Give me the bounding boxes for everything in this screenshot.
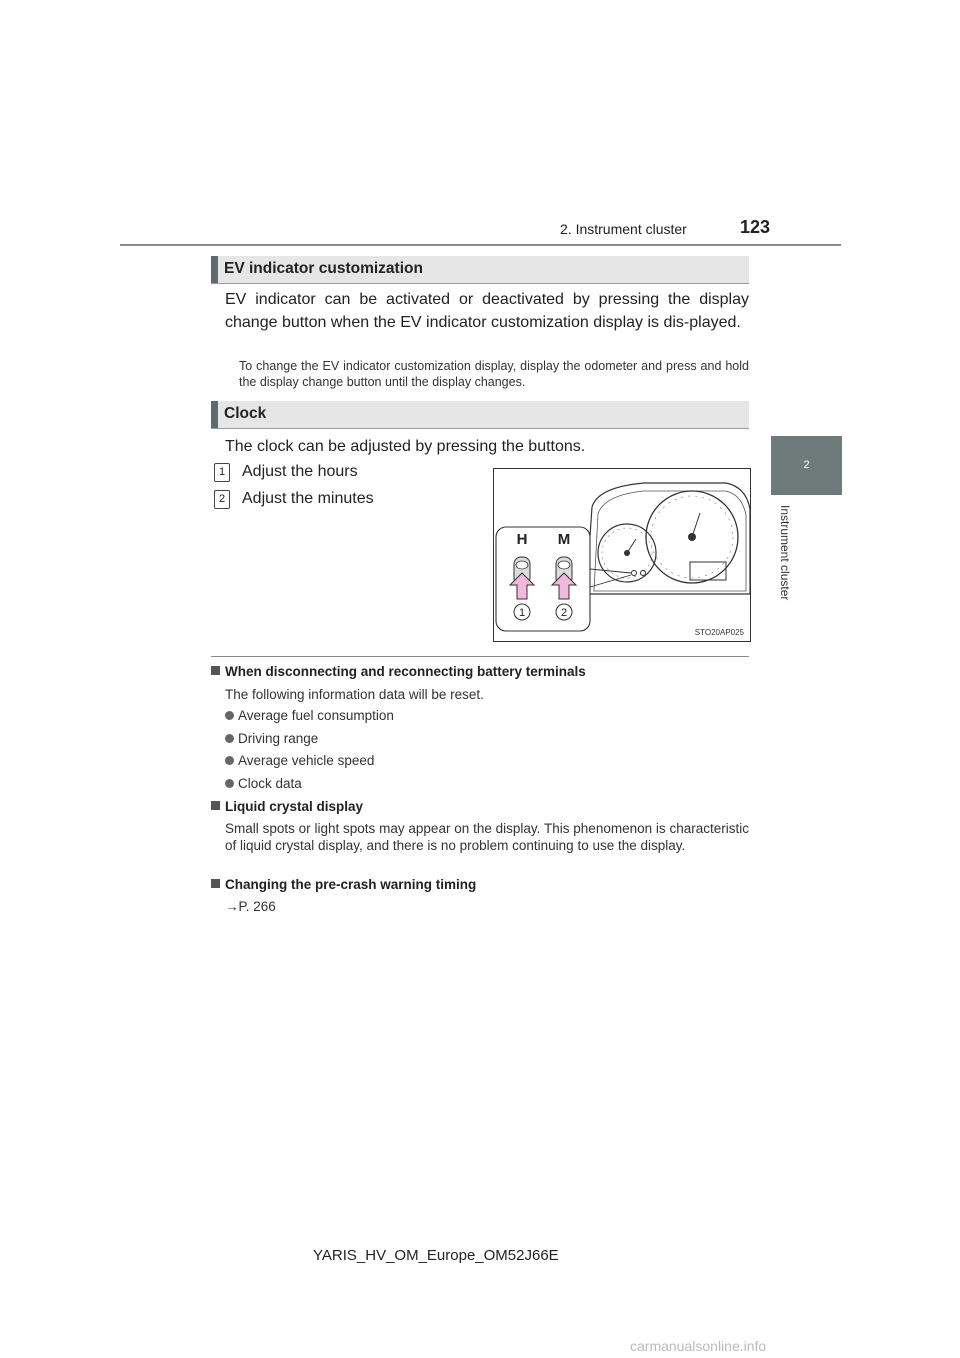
clock-step-1 [214, 463, 358, 482]
clock-step-1-text: Adjust the hours [242, 463, 358, 480]
note-heading-precrash-text: Changing the pre-crash warning timing [225, 877, 477, 892]
note-heading-battery [211, 664, 586, 679]
page-number: 123 [740, 217, 771, 237]
clock-step-2 [214, 490, 374, 509]
note-heading-lcd [211, 799, 363, 814]
bullet-item-text: Average vehicle speed [238, 753, 375, 768]
bullet-item-text: Average fuel consumption [238, 708, 394, 723]
instrument-cluster-figure [493, 468, 751, 642]
bullet-item [225, 753, 374, 768]
section-title-ev-indicator: EV indicator customization [224, 260, 423, 277]
running-header-section: 2. Instrument cluster [560, 221, 687, 237]
section-accent [211, 401, 218, 428]
round-bullet-icon [225, 756, 234, 765]
bullet-item-text: Driving range [238, 731, 319, 746]
square-bullet-icon [211, 801, 220, 810]
square-bullet-icon [211, 879, 220, 888]
clock-step-2-text: Adjust the minutes [242, 490, 374, 507]
bullet-item [225, 731, 318, 746]
section-accent [211, 256, 218, 283]
round-bullet-icon [225, 734, 234, 743]
chapter-tab: 2 [771, 436, 842, 495]
bullet-item [225, 776, 302, 791]
figure-code: STO20AP025 [694, 628, 744, 637]
figure-label-m: M [557, 531, 571, 548]
document-footer-code: YARIS_HV_OM_Europe_OM52J66E [313, 1247, 559, 1264]
note-text-lcd: Small spots or light spots may appear on the display. This phenomenon is characteristic of liquid crystal display, and there is no problem continuing to use the display. [225, 821, 749, 853]
ev-indicator-body: EV indicator can be activated or deactivated by pressing the display change button when the EV indicator customization display is dis-played. [225, 291, 749, 331]
bullet-item [225, 708, 394, 723]
section-heading-ev-indicator [211, 256, 749, 284]
clock-body: The clock can be adjusted by pressing the buttons. [225, 438, 586, 455]
section-title-clock: Clock [224, 405, 267, 422]
round-bullet-icon [225, 779, 234, 788]
chapter-side-label-text: Instrument cluster [778, 505, 792, 601]
notes-rule [211, 656, 749, 657]
step-number-box: 2 [214, 490, 230, 509]
bullet-item-text: Clock data [238, 776, 302, 791]
note-heading-precrash [211, 877, 476, 892]
instrument-cluster-illustration [494, 469, 750, 641]
figure-callout-2: 2 [560, 607, 568, 619]
page-reference-link[interactable]: →P. 266 [225, 899, 276, 914]
note-text-battery: The following information data will be reset. [225, 687, 484, 702]
note-heading-battery-text: When disconnecting and reconnecting battery terminals [225, 664, 586, 679]
step-number-box: 1 [214, 463, 230, 482]
ev-indicator-note: To change the EV indicator customization display, display the odometer and press and hold the display change button until the display changes. [239, 359, 749, 389]
section-heading-clock [211, 401, 749, 429]
header-rule [120, 244, 841, 246]
watermark: carmanualsonline.info [630, 1338, 767, 1354]
round-bullet-icon [225, 711, 234, 720]
note-heading-lcd-text: Liquid crystal display [225, 799, 364, 814]
chapter-side-label [776, 505, 798, 620]
square-bullet-icon [211, 666, 220, 675]
figure-label-h: H [516, 531, 528, 548]
figure-callout-1: 1 [518, 607, 526, 619]
